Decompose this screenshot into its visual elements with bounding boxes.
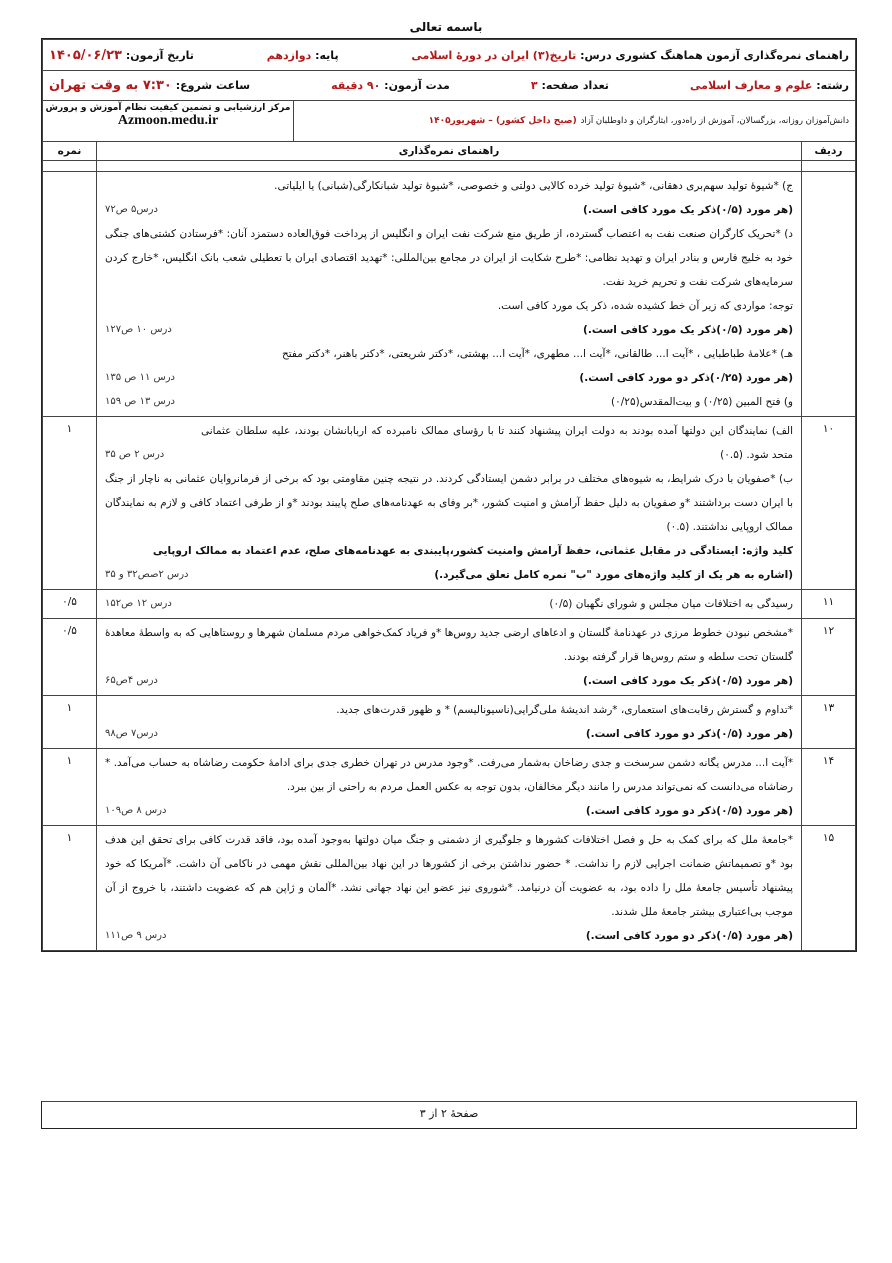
- guide-line: [105, 174, 793, 198]
- lesson-reference: درس۵ ص۷۲: [105, 204, 158, 215]
- guide-line: [105, 669, 793, 693]
- page-top-title: باسمه تعالی: [409, 20, 483, 34]
- row-score: ۱: [43, 696, 97, 749]
- field-label: رشته:: [816, 79, 849, 92]
- field-value: علوم و معارف اسلامی: [690, 79, 813, 92]
- center-name: مرکز ارزشیابی و تضمین کیفیت نظام آموزش و پرورش: [45, 103, 291, 113]
- row-guide-text: [97, 619, 802, 696]
- pages-value: ۳: [530, 79, 538, 92]
- row-number: ۱۱: [802, 590, 856, 619]
- guide-line: [105, 563, 793, 587]
- guide-line: [105, 222, 793, 294]
- guide-line-text: ج) *شیوهٔ تولید سهم‌بری دهقانی، *شیوهٔ تولید خرده کالایی دولتی و خصوصی، *شیوهٔ تولید شبانکارگی(شبانی) یا ایلیاتی.: [274, 180, 793, 192]
- guide-line-text: (هر مورد (۰/۵)ذکر دو مورد کافی است.): [585, 930, 793, 942]
- guide-line-text: (هر مورد (۰/۵)ذکر دو مورد کافی است.): [585, 805, 793, 817]
- guide-line-text: (هر مورد (۰/۵)ذکر دو مورد کافی است.): [585, 728, 793, 740]
- row-number: ۱۲: [802, 619, 856, 696]
- answer-row: [43, 619, 856, 696]
- website-link[interactable]: Azmoon.medu.ir: [117, 113, 219, 128]
- guide-line: [105, 751, 793, 799]
- lesson-reference: درس ۱۱ ص ۱۳۵: [105, 372, 175, 383]
- grade-value: دوازدهم: [266, 48, 312, 62]
- lesson-reference: درس ۱۳ ص ۱۵۹: [105, 396, 175, 407]
- guide-line-text: (هر مورد (۰/۲۵)ذکر دو مورد کافی است.): [579, 372, 793, 384]
- guide-line-text: د) *تحریک کارگران صنعت نفت به اعتصاب گسترده، از طریق منع شرکت نفت ایران و انگلیس از پرداخت فوق‌العاده دستمزد آنان: *فرستادن کشتی‌های جنگی خود به خلیج فارس و بنادر ایران و تهدید نظامی: *طرح شکایت از ایران در مجامع بین‌المللی: *تهدید اقتصادی ایران با تعطیلی شعب بانک انگلیس، *خارج کردن سرمایه‌های شرکت نفت و تحریم خرید نفت.: [105, 228, 793, 288]
- guide-line-text: توجه: مواردی که زیر آن خط کشیده شده، ذکر یک مورد کافی است.: [497, 300, 793, 312]
- pages-label: تعداد صفحه:: [541, 79, 609, 92]
- answers-table: [42, 171, 856, 951]
- course-name: تاریخ(۳) ایران در دورهٔ اسلامی: [411, 48, 577, 62]
- guide-line-text: (هر مورد (۰/۵)ذکر یک مورد کافی است.): [583, 204, 793, 216]
- header-table: [42, 39, 856, 171]
- answer-row: [43, 826, 856, 951]
- guide-line-text: (هر مورد (۰/۵)ذکر یک مورد کافی است.): [583, 324, 793, 336]
- guide-line-text: *تداوم و گسترش رقابت‌های استعماری، *رشد اندیشهٔ ملی‌گرایی(ناسیونالیسم) * و ظهور قدرت‌های جدید.: [336, 704, 793, 716]
- row-number: [802, 172, 856, 417]
- lesson-reference: درس ۲صص۳۲ و ۳۵: [105, 569, 189, 580]
- exam-date: ۱۴۰۵/۰۶/۲۳: [49, 47, 122, 63]
- answer-row: [43, 417, 856, 590]
- guide-line: [105, 366, 793, 390]
- col-header-radif: ردیف: [802, 142, 856, 161]
- guide-line: [105, 294, 793, 318]
- guide-line-text: *مشخص نبودن خطوط مرزی در عهدنامهٔ گلستان و ادعاهای ارضی جدید روس‌ها *و فریاد کمک‌خواهی مردم مسلمان شهرها و روستاهایی که به واسطهٔ معاهدهٔ گلستان تحت سلطه و ستم روس‌ها قرار گرفته بودند.: [105, 627, 793, 663]
- lesson-reference: درس ۱۲ ص۱۵۲: [105, 598, 172, 609]
- lesson-reference: درس ۱۰ ص۱۲۷: [105, 324, 172, 335]
- guide-line: [105, 342, 793, 366]
- guide-line: [105, 467, 793, 539]
- guide-line: [105, 722, 793, 746]
- guide-line-text: (هر مورد (۰/۵)ذکر یک مورد کافی است.): [583, 675, 793, 687]
- guide-line: [105, 198, 793, 222]
- gap-cell: [43, 161, 97, 172]
- guide-line-text: *آیت ا... مدرس یگانه دشمن سرسخت و جدی رضاخان به‌شمار می‌رفت. *وجود مدرس در تهران خطری جدی برای ادامهٔ حکومت رضاشاه به حساب می‌آمد. * رضاشاه می‌دانست که نمی‌تواند مدرس را مانند دیگر مخالفان، بدون توجه به عکس العمل مردم به راحتی از بین ببرد.: [105, 757, 793, 793]
- guide-line: [105, 592, 793, 616]
- col-header-score: نمره: [43, 142, 97, 161]
- row-guide-text: [97, 826, 802, 951]
- col-header-guide: راهنمای نمره‌گذاری: [97, 142, 802, 161]
- guide-line-text: کلید واژه: ایستادگی در مقابل عثمانی، حفظ آرامش وامنیت کشور،پایبندی به عهدنامه‌های صلح، عدم اعتماد به ممالک اروپایی: [152, 545, 793, 557]
- guide-line-text: *جامعهٔ ملل که برای کمک به حل و فصل اختلافات کشورها و جلوگیری از دشمنی و جنگ میان دولتها به‌وجود آمده بود، فاقد قدرت کافی برای تحقق این هدف بود *و تصمیماتش ضمانت اجرایی لازم را نداشت. * حضور نداشتن برخی از کشورها در این نهاد بین‌المللی نقش مهمی در ناکامی آن داشت. *آمریکا که خود پیشنهاد تأسیس جامعهٔ ملل را داده بود، به عضویت آن درنیامد. *شوروی نیز عضو این نهاد جهانی نشد. *آلمان و ژاپن هم که عضویت داشتند، با خروج از آن موجب بی‌اعتباری بیشتر جامعهٔ ملل شدند.: [105, 834, 793, 918]
- row-guide-text: [97, 172, 802, 417]
- lesson-reference: درس ۹ ص۱۱۱: [105, 930, 167, 941]
- header-row-info: [43, 71, 856, 101]
- guide-line: [105, 799, 793, 823]
- guide-line: [105, 621, 793, 669]
- header-row-course: [43, 40, 856, 71]
- guide-line-text: رسیدگی به اختلافات میان مجلس و شورای نگهبان (۰/۵): [549, 598, 793, 610]
- guide-line-text: الف) نمایندگان این دولتها آمده بودند به دولت ایران پیشنهاد کنند تا با رؤسای ممالک نامبرده که اربابانشان بودند، علیه سلطان عثمانی متحد شود. (۰.۵): [201, 425, 793, 461]
- row-guide-text: [97, 590, 802, 619]
- lesson-reference: درس ۴ص۶۵: [105, 675, 158, 686]
- answer-row: [43, 590, 856, 619]
- lesson-reference: درس ۲ ص ۳۵: [105, 449, 165, 460]
- guide-line-text: ب) *صفویان با درک شرایط، به شیوه‌های مختلف در برابر دشمن ایستادگی کردند. در نتیجه چنین مقاومتی بود که برخی از فرمانروایان عثمانی به ناچار از جنگ با ایران دست برداشتند *و صفویان به دلیل حفظ آرامش و امنیت کشور، *بر وفای به عهدنامه‌های صلح پایبند بودند *و از طرفی اعتماد کافی و لازم به نمایندگان ممالک اروپایی نداشتند. (۰.۵): [105, 473, 793, 533]
- grade-label: پایه:: [315, 48, 339, 62]
- row-number: ۱۰: [802, 417, 856, 590]
- row-guide-text: [97, 417, 802, 590]
- row-score: ۰/۵: [43, 590, 97, 619]
- duration-value: ۹۰ دقیقه: [331, 79, 381, 92]
- row-guide-text: [97, 696, 802, 749]
- answer-row: [43, 172, 856, 417]
- row-number: ۱۵: [802, 826, 856, 951]
- answer-row: [43, 749, 856, 826]
- guide-line: [105, 698, 793, 722]
- row-guide-text: [97, 749, 802, 826]
- answer-key-sheet: [41, 38, 857, 952]
- lesson-reference: درس۷ ص۹۸: [105, 728, 158, 739]
- students-text: دانش‌آموزان روزانه، بزرگسالان، آموزش از راه‌دور، ایثارگران و داوطلبان آزاد: [580, 116, 849, 126]
- guide-line-text: (اشاره به هر یک از کلید واژه‌های مورد "ب" نمره کامل تعلق می‌گیرد.): [434, 569, 793, 581]
- guide-line-text: هـ) *علامهٔ طباطبایی ، *آیت ا... طالقانی، *آیت ا... مطهری، *آیت ا... بهشتی، *دکتر شریعتی، *دکتر باهنر، *دکتر مفتح: [281, 348, 793, 360]
- lesson-reference: درس ۸ ص۱۰۹: [105, 805, 167, 816]
- row-score: [43, 172, 97, 417]
- guide-line: [105, 924, 793, 948]
- page-footer: صفحهٔ ۲ از ۳: [41, 1101, 857, 1129]
- guide-line: [105, 828, 793, 924]
- gap-cell: [802, 161, 856, 172]
- start-time: ۷:۳۰ به وقت تهران: [49, 78, 172, 93]
- row-score: ۰/۵: [43, 619, 97, 696]
- guide-label: راهنمای نمره‌گذاری آزمون هماهنگ کشوری درس:: [580, 48, 849, 62]
- guide-line: [105, 539, 793, 563]
- answer-row: [43, 696, 856, 749]
- duration-label: مدت آزمون:: [384, 79, 450, 92]
- guide-line: [105, 318, 793, 342]
- guide-line-text: و) فتح المبین (۰/۲۵) و بیت‌المقدس(۰/۲۵): [611, 396, 793, 408]
- date-label: تاریخ آزمون:: [125, 48, 194, 62]
- row-score: ۱: [43, 749, 97, 826]
- row-number: ۱۳: [802, 696, 856, 749]
- row-number: ۱۴: [802, 749, 856, 826]
- row-score: ۱: [43, 417, 97, 590]
- gap-cell: [97, 161, 802, 172]
- start-label: ساعت شروع:: [175, 79, 251, 92]
- session-text: (صبح داخل کشور) – شهریور۱۴۰۵: [428, 116, 577, 126]
- row-score: ۱: [43, 826, 97, 951]
- guide-line: [105, 419, 793, 467]
- header-row-org: [43, 101, 856, 142]
- guide-line: [105, 390, 793, 414]
